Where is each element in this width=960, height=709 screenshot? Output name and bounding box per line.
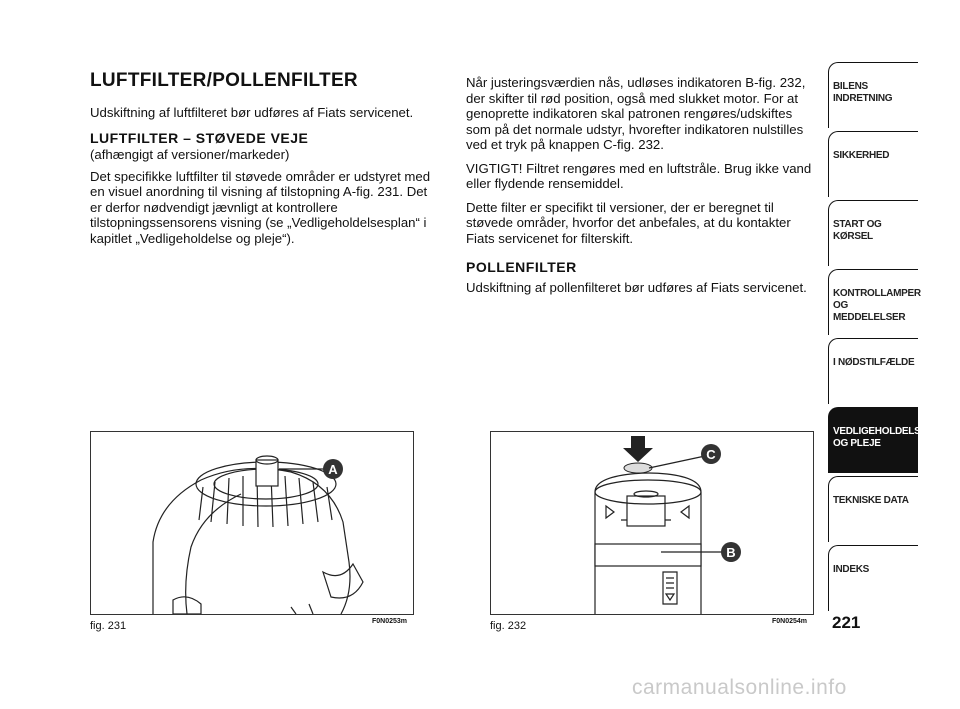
section-heading-pollen: POLLENFILTER: [466, 259, 577, 275]
service-paragraph: Dette filter er specifikt til versioner, der er beregnet til støvede områder, hvorfor det anbefales, at du kontakter Fiats servicenet for filterskift.: [466, 199, 791, 246]
figure-232: [490, 431, 814, 615]
section-heading-dusty-roads: LUFTFILTER – STØVEDE VEJE: [90, 129, 309, 146]
page-number: 221: [832, 613, 861, 632]
filter-indicator-illustration: [491, 432, 813, 614]
intro-paragraph: Udskiftning af luftfilteret bør udføres af Fiats servicenet.: [90, 105, 414, 120]
chapter-tabs: [828, 62, 927, 614]
tab-vedligeholdelse-og-pleje[interactable]: VEDLIGEHOLDELSE OG PLEJE: [828, 407, 918, 473]
figure-231-code: F0N0253m: [372, 618, 408, 625]
left-column: [90, 105, 440, 254]
tab-sikkerhed[interactable]: SIKKERHED: [828, 131, 918, 197]
tab-start-og-korsel[interactable]: START OG KØRSEL: [828, 200, 918, 266]
important-paragraph: VIGTIGT! Filtret rengøres med en luftstråle. Brug ikke vand eller flydende rensemiddel.: [466, 160, 812, 191]
callout-b-label: B: [726, 545, 736, 560]
section-subheading: (afhængigt af versioner/markeder): [90, 147, 290, 162]
pollen-paragraph: Udskiftning af pollenfilteret bør udføres af Fiats servicenet.: [466, 279, 807, 295]
dusty-roads-paragraph: Det specifikke luftfilter til støvede områder er udstyret med en visuel anordning til visning af tilstopning A-fig. 231. Det er derfor nødvendigt jævnligt at kontrollere tilstopningssensorens visning (se „Vedligeholdelsesplan“ i kapitlet „Vedligeholdelse og pleje“).: [90, 168, 431, 246]
indicator-paragraph: Når justeringsværdien nås, udløses indikatoren B-fig. 232, der skifter til rød position, også med slukket motor. For at genoprette indikatoren skal patronen rengøres/udskiftes som på det normale udstyr, hvorefter indikatoren nulstilles ved et tryk på knappen C-fig. 232.: [466, 75, 806, 152]
callout-line-c: [649, 456, 705, 468]
tab-i-nodstilfaelde[interactable]: I NØDSTILFÆLDE: [828, 338, 918, 404]
figure-231: [90, 431, 414, 615]
page-title: LUFTFILTER/POLLENFILTER: [90, 70, 358, 91]
air-filter-illustration: [91, 432, 413, 614]
tab-kontrollamper[interactable]: KONTROLLAMPER OG MEDDELELSER: [828, 269, 918, 335]
figure-231-caption: fig. 231: [90, 620, 127, 632]
callout-a-label: A: [328, 462, 338, 477]
figure-232-caption: fig. 232: [490, 620, 527, 632]
callout-c-label: C: [706, 447, 716, 462]
tab-indeks[interactable]: INDEKS: [828, 545, 918, 611]
tab-bilens-indretning[interactable]: BILENS INDRETNING: [828, 62, 918, 128]
watermark-text: carmanualsonline.info: [632, 676, 847, 699]
press-arrow-icon: [623, 436, 653, 462]
figure-232-code: F0N0254m: [772, 618, 808, 625]
tab-tekniske-data[interactable]: TEKNISKE DATA: [828, 476, 918, 542]
right-column: [466, 75, 816, 303]
